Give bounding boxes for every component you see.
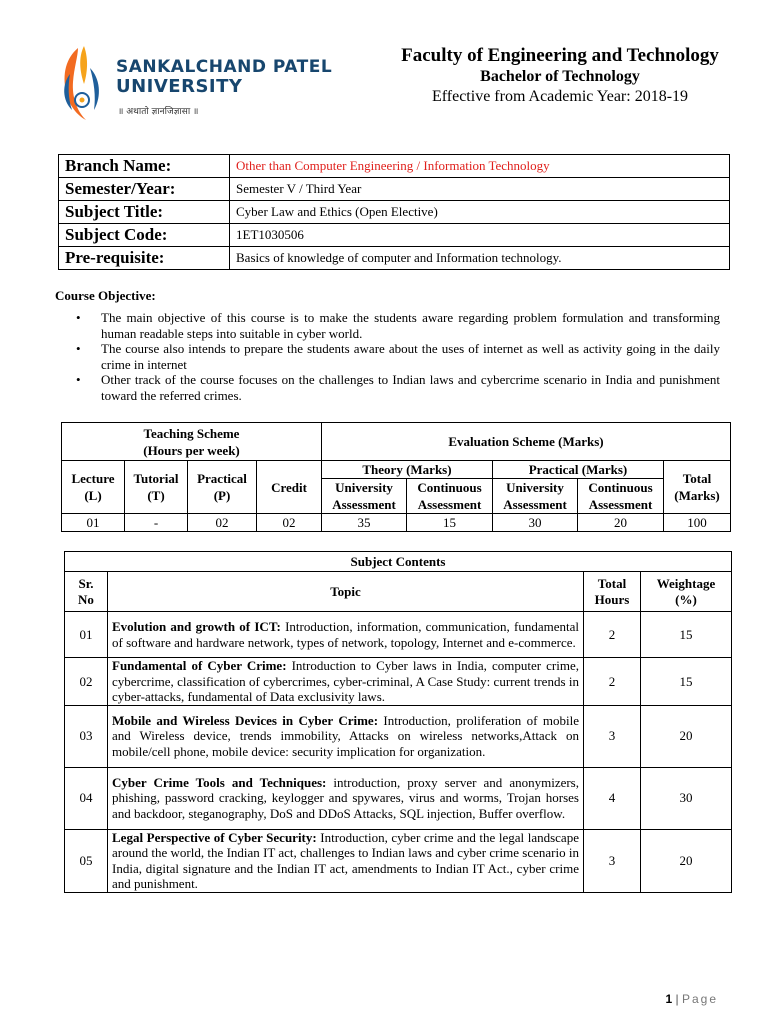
theory-marks-header: Theory (Marks) [322,461,493,479]
info-row-code [59,224,730,247]
university-logo [56,44,333,124]
practical-ca-header [578,479,664,514]
practical-value: 02 [188,514,257,532]
page-separator: | [675,992,679,1006]
scheme-values-row [62,514,731,532]
objective-text: The course also intends to prepare the students aware about the uses of internet as well as activity going in the daily crime in internet [101,341,720,372]
university-emblem-icon [56,44,106,122]
bullet-icon: • [76,341,81,356]
practical-header [188,461,257,514]
row-topic [108,658,584,706]
info-row-title [59,201,730,224]
total-marks-header [664,461,731,514]
ua-line2: Assessment [332,497,396,512]
row-hours: 4 [584,767,641,829]
practical-ua-header [492,479,577,514]
row-topic [108,829,584,892]
logo-line-1: SANKALCHAND PATEL [116,57,333,77]
row-sr: 03 [65,705,108,767]
theory-ca-header [407,479,493,514]
info-key: Subject Title: [59,201,230,224]
row-sr: 01 [65,612,108,658]
course-objective-heading: Course Objective: [55,288,156,303]
page-footer [665,992,718,1006]
objective-text: The main objective of this course is to make the students aware regarding problem formulation and transforming human readable steps into suitable in cyber world. [101,310,720,341]
objective-list [76,310,720,403]
no-label: No [78,591,94,607]
theory-ua-value: 35 [322,514,407,532]
hours-header [584,572,641,612]
info-value: Cyber Law and Ethics (Open Elective) [230,201,730,224]
hours-label-1: Total [597,576,627,591]
theory-ua-header [322,479,407,514]
topic-heading: Mobile and Wireless Devices in Cyber Crime: [112,712,379,728]
topic-body: Introduction, proliferation of mobile and Wireless device, trends immobility, Attacks on wireless networks,Attack on mobile/cell phone, mobile device: security implication for organization. [112,712,579,759]
tutorial-label: Tutorial [133,471,179,486]
teaching-scheme-header [62,423,322,461]
lecture-label: Lecture [71,471,115,486]
table-row [65,705,732,767]
credit-value: 02 [257,514,322,532]
faculty-title: Faculty of Engineering and Technology [401,45,719,66]
row-sr: 05 [65,829,108,892]
tutorial-header [125,461,188,514]
hours-label-2: Hours [594,591,630,607]
practical-abbr: (P) [213,488,231,503]
topic-body: Introduction, cyber crime and the legal landscape around the world, the Indian IT act, challenges to Indian laws and cyber crime scenario in India, digital signature and the Indian IT act, amendments to Indian IT Act., cyber crime and punishment. [112,829,579,891]
practical-label: Practical [197,471,247,486]
objective-text: Other track of the course focuses on the challenges to Indian laws and cybercrime scenario in India and punishment toward the referred crimes. [101,372,720,403]
row-sr: 04 [65,767,108,829]
subject-contents-table [64,551,732,893]
teaching-scheme-line1: Teaching Scheme [143,425,240,441]
bullet-icon: • [76,372,81,387]
topic-heading: Fundamental of Cyber Crime: [112,658,287,673]
info-value: 1ET1030506 [230,224,730,247]
logo-wordmark [116,58,332,96]
contents-title: Subject Contents [65,552,732,572]
row-hours: 2 [584,612,641,658]
info-value: Basics of knowledge of computer and Information technology. [230,247,730,270]
table-row [65,612,732,658]
row-weight: 30 [641,767,732,829]
weightage-label-2: (%) [675,591,697,607]
tutorial-abbr: (T) [147,488,165,503]
logo-motto: ॥ अथातो ज्ञानजिज्ञासा ॥ [118,107,199,117]
subject-info-table [58,154,730,270]
topic-heading: Cyber Crime Tools and Techniques: [112,774,327,790]
ua-line2: Assessment [503,497,567,512]
info-value: Semester V / Third Year [230,178,730,201]
ca-line1: Continuous [588,480,653,495]
table-row [65,767,732,829]
page-number: 1 [665,992,673,1006]
ua-line1: University [506,480,564,495]
info-key: Semester/Year: [59,178,230,201]
row-sr: 02 [65,658,108,706]
ca-line2: Assessment [588,497,653,512]
evaluation-scheme-header: Evaluation Scheme (Marks) [322,423,731,461]
logo-line-2: UNIVERSITY [116,76,243,97]
tutorial-value: - [125,514,188,532]
info-value: Other than Computer Engineering / Information Technology [230,155,730,178]
ca-line2: Assessment [417,497,482,512]
row-weight: 15 [641,658,732,706]
total-unit: (Marks) [674,488,720,503]
topic-body: introduction, proxy server and anonymizers, phishing, password cracking, keylogger and spywares, virus and worms, Trojan horses and backdoor, steganography, DoS and DDoS Attacks, SQL injection, Buffer overflow. [112,774,579,821]
row-topic [108,705,584,767]
bullet-icon: • [76,310,81,325]
objective-item [76,310,720,341]
objective-item [76,372,720,403]
practical-ca-value: 20 [578,514,664,532]
topic-heading: Evolution and growth of ICT: [112,619,281,634]
document-header [340,45,768,107]
practical-ua-value: 30 [492,514,577,532]
topic-body: Introduction to Cyber laws in India, computer crime, cybercrime, classification of cybercrimes, cyber-criminal, A Case Study: current trends in cyber-attacks, fundamental of Data exclusivity laws. [112,658,579,704]
row-topic [108,612,584,658]
practical-marks-header: Practical (Marks) [492,461,663,479]
info-row-prerequisite [59,247,730,270]
row-weight: 20 [641,829,732,892]
topic-header: Topic [108,572,584,612]
lecture-header [62,461,125,514]
info-row-branch [59,155,730,178]
total-label: Total [682,471,712,486]
weightage-header [641,572,732,612]
total-value: 100 [664,514,731,532]
row-weight: 20 [641,705,732,767]
row-hours: 3 [584,829,641,892]
lecture-abbr: (L) [84,488,102,503]
scheme-table [61,422,731,532]
row-hours: 2 [584,658,641,706]
info-key: Branch Name: [59,155,230,178]
table-row [65,829,732,892]
effective-year: Effective from Academic Year: 2018-19 [431,88,689,105]
objective-item [76,341,720,372]
credit-header: Credit [257,461,322,514]
topic-heading: Legal Perspective of Cyber Security: [112,829,317,845]
sr-label: Sr. [78,576,94,591]
page-label: Page [681,992,718,1006]
row-hours: 3 [584,705,641,767]
sr-no-header [65,572,108,612]
ca-line1: Continuous [417,480,482,495]
topic-body: Introduction, information, communication, fundamental of software and hardware network, types of network, topology, Internet and e-commerce. [112,619,580,650]
teaching-scheme-line2: (Hours per week) [143,442,240,458]
row-weight: 15 [641,612,732,658]
info-row-semester [59,178,730,201]
row-topic [108,767,584,829]
program-title: Bachelor of Technology [480,68,640,85]
info-key: Subject Code: [59,224,230,247]
weightage-label-1: Weightage [656,576,716,591]
table-row [65,658,732,706]
info-key: Pre-requisite: [59,247,230,270]
ua-line1: University [335,480,393,495]
lecture-value: 01 [62,514,125,532]
theory-ca-value: 15 [407,514,493,532]
